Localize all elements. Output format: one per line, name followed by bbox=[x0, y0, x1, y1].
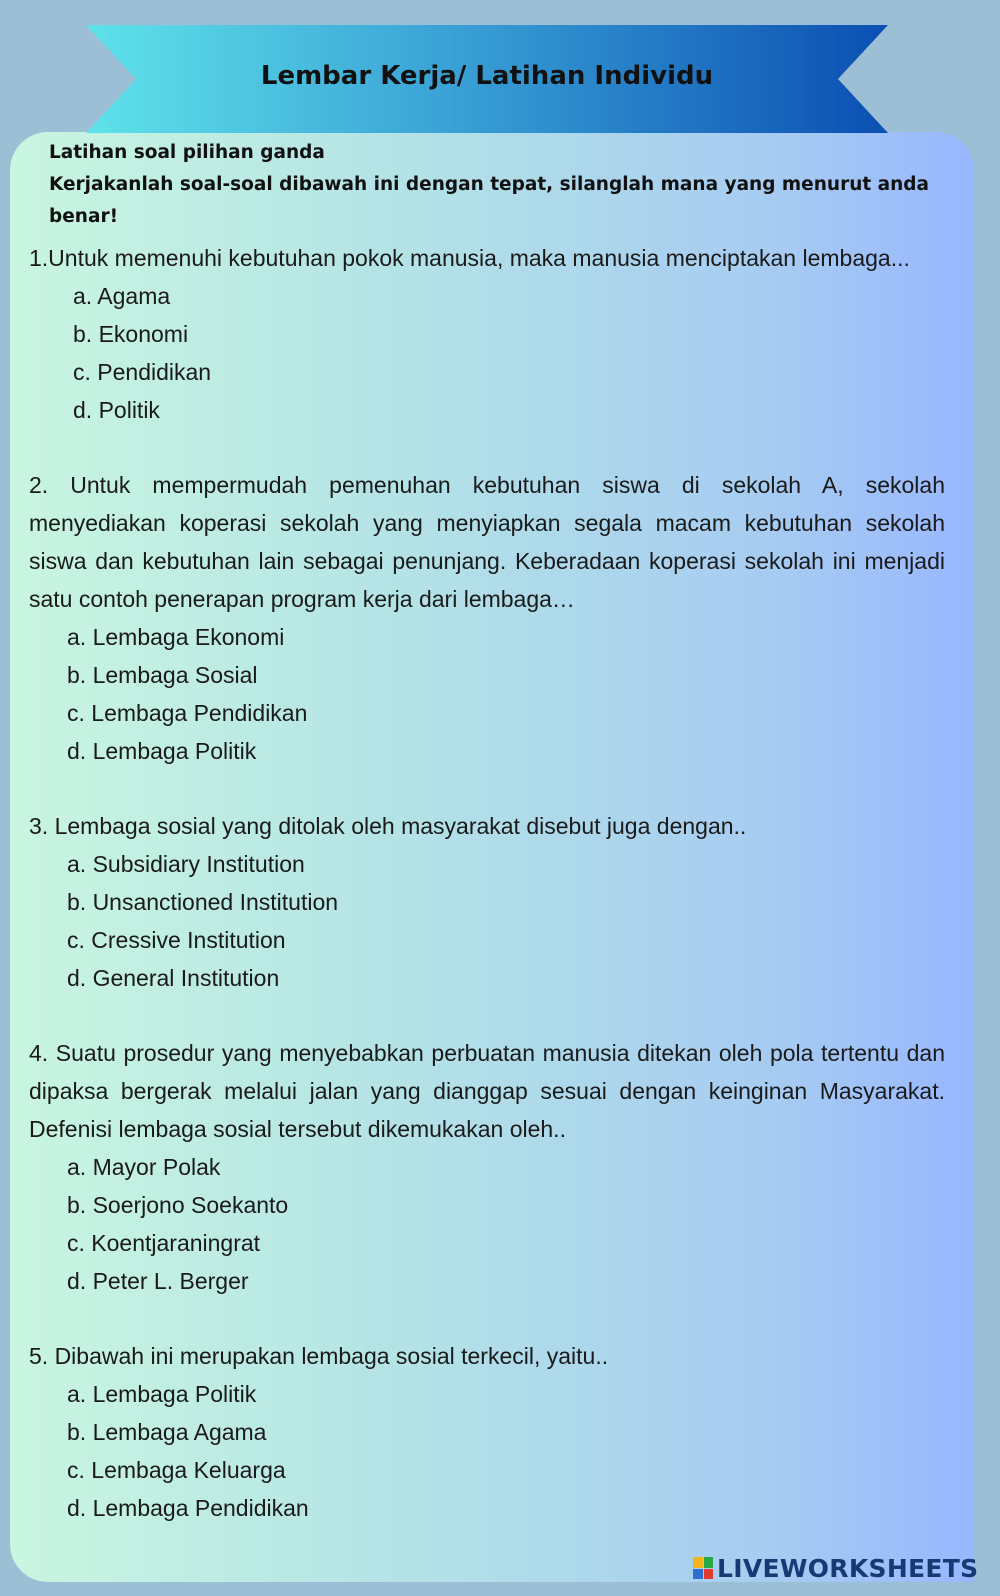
option-a[interactable]: a. Lembaga Politik bbox=[67, 1381, 257, 1407]
question-text: 5. Dibawah ini merupakan lembaga sosial terkecil, yaitu.. bbox=[29, 1343, 609, 1369]
question-text: 4. Suatu prosedur yang menyebabkan perbuatan manusia ditekan oleh pola tertentu dan dipaksa bergerak melalui jalan yang dianggap sesuai dengan keinginan Masyarakat. Defenisi lembaga sosial tersebut dikemukakan oleh.. bbox=[29, 1040, 945, 1142]
option-list bbox=[29, 1375, 945, 1527]
option-d[interactable]: d. Politik bbox=[73, 397, 160, 423]
option-a[interactable]: a. Agama bbox=[73, 283, 171, 309]
intro-heading: Latihan soal pilihan ganda bbox=[49, 142, 325, 163]
option-c[interactable]: c. Koentjaraningrat bbox=[67, 1230, 261, 1256]
question-list bbox=[29, 239, 945, 1564]
question-text: 2. Untuk mempermudah pemenuhan kebutuhan siswa di sekolah A, sekolah menyediakan koperasi sekolah yang menyiapkan segala macam kebutuhan sekolah siswa dan kebutuhan lain sebagai penunjang. Keberadaan koperasi sekolah ini menjadi satu contoh penerapan program kerja dari lembaga… bbox=[29, 472, 945, 612]
liveworksheets-brand bbox=[693, 1553, 978, 1583]
question-text: 3. Lembaga sosial yang ditolak oleh masyarakat disebut juga dengan.. bbox=[29, 813, 747, 839]
option-a[interactable]: a. Subsidiary Institution bbox=[67, 851, 305, 877]
question-text: 1.Untuk memenuhi kebutuhan pokok manusia, maka manusia menciptakan lembaga... bbox=[29, 245, 910, 271]
option-a[interactable]: a. Mayor Polak bbox=[67, 1154, 221, 1180]
option-c[interactable]: c. Pendidikan bbox=[73, 359, 212, 385]
option-c[interactable]: c. Cressive Institution bbox=[67, 927, 286, 953]
option-list bbox=[29, 1148, 945, 1300]
brand-name: LIVEWORKSHEETS bbox=[717, 1553, 979, 1583]
question-3 bbox=[29, 807, 945, 997]
question-5 bbox=[29, 1337, 945, 1527]
option-list bbox=[29, 277, 945, 429]
option-d[interactable]: d. Lembaga Pendidikan bbox=[67, 1495, 309, 1521]
option-c[interactable]: c. Lembaga Keluarga bbox=[67, 1457, 286, 1483]
title-banner bbox=[86, 25, 888, 133]
question-4 bbox=[29, 1034, 945, 1300]
question-2 bbox=[29, 466, 945, 770]
option-b[interactable]: b. Unsanctioned Institution bbox=[67, 889, 339, 915]
option-d[interactable]: d. General Institution bbox=[67, 965, 280, 991]
question-1 bbox=[29, 239, 945, 429]
instructions-block bbox=[49, 137, 939, 233]
page-title: Lembar Kerja/ Latihan Individu bbox=[260, 61, 714, 91]
intro-instruction: Kerjakanlah soal-soal dibawah ini dengan tepat, silanglah mana yang menurut anda benar! bbox=[49, 174, 930, 227]
option-c[interactable]: c. Lembaga Pendidikan bbox=[67, 700, 308, 726]
option-d[interactable]: d. Peter L. Berger bbox=[67, 1268, 249, 1294]
option-list bbox=[29, 845, 945, 997]
option-a[interactable]: a. Lembaga Ekonomi bbox=[67, 624, 285, 650]
option-b[interactable]: b. Soerjono Soekanto bbox=[67, 1192, 289, 1218]
liveworksheets-logo-icon bbox=[693, 1557, 713, 1579]
option-b[interactable]: b. Lembaga Sosial bbox=[67, 662, 258, 688]
option-b[interactable]: b. Ekonomi bbox=[73, 321, 189, 347]
option-d[interactable]: d. Lembaga Politik bbox=[67, 738, 257, 764]
option-b[interactable]: b. Lembaga Agama bbox=[67, 1419, 267, 1445]
option-list bbox=[29, 618, 945, 770]
